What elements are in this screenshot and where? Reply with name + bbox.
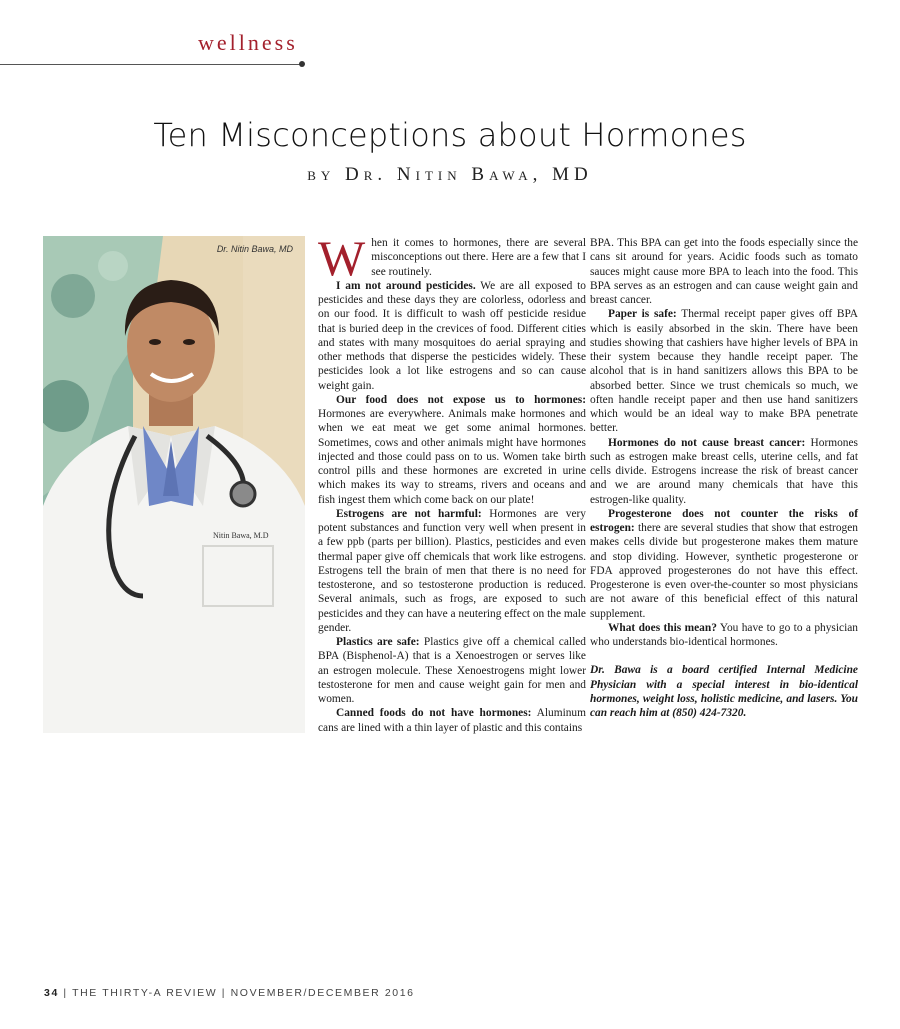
paragraph-heading: I am not around pesticides. <box>336 279 476 292</box>
paragraph-text: there are several studies that show that estrogen makes cells divide but progesterone makes them mature and stop dividing. However, synthetic progesterone or FDA approved progesterones do not have this effect. Progesterone is even over-the-counter so most physicians are not aware of this beneficial effect of this natural supplement. <box>590 522 858 620</box>
paragraph-text: Plastics give off a chemical called BPA (Bisphenol-A) that is a Xenoestrogen or serves like an estrogen molecule. These Xenoestrogens might lower testosterone for men and cause weight gain for men and women. <box>318 636 587 705</box>
paragraph-heading: Our food does not expose us to hormones: <box>336 393 586 406</box>
paragraph-heading: Canned foods do not have hormones: <box>336 707 532 720</box>
section-divider <box>0 64 303 65</box>
section-label: wellness <box>198 30 298 55</box>
author-photo <box>43 236 305 733</box>
paragraph-text: Hormones are very potent substances and function very well when present in a few ppb (parts per billion). Plastics, pesticides and even thermal paper give off chemicals that work like estrogens. Estrogens tell the brain of men that there is no need for testosterone, and so testosterone production is reduced. Several animals, such as frogs, are exposed to such pesticides and they can have a neutering effect on the male gender. <box>318 507 586 634</box>
article-column-2 <box>590 236 858 720</box>
article-title: Ten Misconceptions about Hormones <box>153 116 747 154</box>
intro-text: hen it comes to hormones, there are several misconceptions out there. Here are a few that I see routinely. <box>371 237 586 278</box>
paragraph-food <box>318 393 586 507</box>
footer-separator: | <box>221 987 227 999</box>
paragraph-heading: Paper is safe: <box>608 308 677 321</box>
paragraph-canned-foods <box>318 706 586 735</box>
paragraph-text: Aluminum cans are lined with a thin layer of plastic and this contains <box>318 707 586 734</box>
author-bio: Dr. Bawa is a board certified Internal Medicine Physician with a special interest in bio-identical hormones, weight loss, holistic medicine, and lasers. You can reach him at (850) 424-7320. <box>590 664 858 719</box>
photo-caption: Dr. Nitin Bawa, MD <box>216 244 293 254</box>
publication-name: THE THIRTY-A REVIEW <box>72 987 218 999</box>
paragraph-canned-foods-continued: BPA. This BPA can get into the foods especially since the cans sit around for years. Acidic foods such as tomato sauces might cause more BPA to leach into the food. This BPA serves as an estrogen and can cause weight gain and breast cancer. <box>590 237 858 306</box>
paragraph-heading: Progesterone does not counter the risks of estrogen: <box>590 507 858 534</box>
doctor-portrait-illustration <box>43 236 305 733</box>
paragraph-text: Hormones such as estrogen make breast cells, uterine cells, and fat cells divide. Estrogens increase the risk of breast cancer and we are around many chemicals that have this estrogen-like quality. <box>590 436 858 506</box>
paragraph-heading: Hormones do not cause breast cancer: <box>608 436 806 449</box>
paragraph-text: We are all exposed to pesticides and these days they are colorless, odorless and on our food. It is difficult to wash off pesticide residue that is buried deep in the crevices of food. Different cities and states with many mosquitoes do aerial spraying and other methods that disperse the pesticides widely. These pesticides look a lot like estrogens and so can cause weight gain. <box>318 279 587 392</box>
section-divider-dot <box>299 61 305 67</box>
paragraph-text: Hormones are everywhere. Animals make hormones and when we eat meat we get some animal hormones. Sometimes, cows and other animals might have hormones injected and those could pass on to us. Women take birth control pills and these hormones are excreted in urine which makes its way to streams, rivers and oceans and fish ingest them which come back on our plate! <box>318 408 586 506</box>
paragraph-text: You have to go to a physician who understands bio-identical hormones. <box>590 621 858 648</box>
paragraph-what-it-means <box>590 621 858 650</box>
paragraph-estrogens <box>318 507 586 635</box>
article-column-1 <box>318 230 587 735</box>
drop-cap: W <box>318 230 366 286</box>
coat-embroidery: Nitin Bawa, M.D <box>213 531 269 540</box>
page-footer <box>44 987 415 999</box>
paragraph-text: Thermal receipt paper gives off BPA which is easily absorbed in the skin. There have been studies showing that cashiers have higher levels of BPA in their system because they handle receipt paper. The alcohol that is in hand sanitizers allows this BPA to be absorbed better. Since we trust chemicals so much, we often handle receipt paper and then use hand sanitizers which would be an ideal way to make BPA penetrate better. <box>590 308 858 435</box>
paragraph-pesticides <box>318 279 586 393</box>
page-number: 34 <box>44 987 59 999</box>
paragraph-progesterone <box>590 507 858 621</box>
footer-separator: | <box>63 987 68 999</box>
paragraph-plastics <box>318 635 586 706</box>
paragraph-breast-cancer <box>590 436 858 507</box>
issue-date: NOVEMBER/DECEMBER 2016 <box>230 987 415 999</box>
paragraph-heading: Estrogens are not harmful: <box>336 507 482 520</box>
article-byline: by Dr. Nitin Bawa, MD <box>307 164 593 185</box>
paragraph-heading: Plastics are safe: <box>336 636 420 648</box>
paragraph-paper <box>590 307 858 435</box>
paragraph-heading: What does this mean? <box>608 621 717 634</box>
